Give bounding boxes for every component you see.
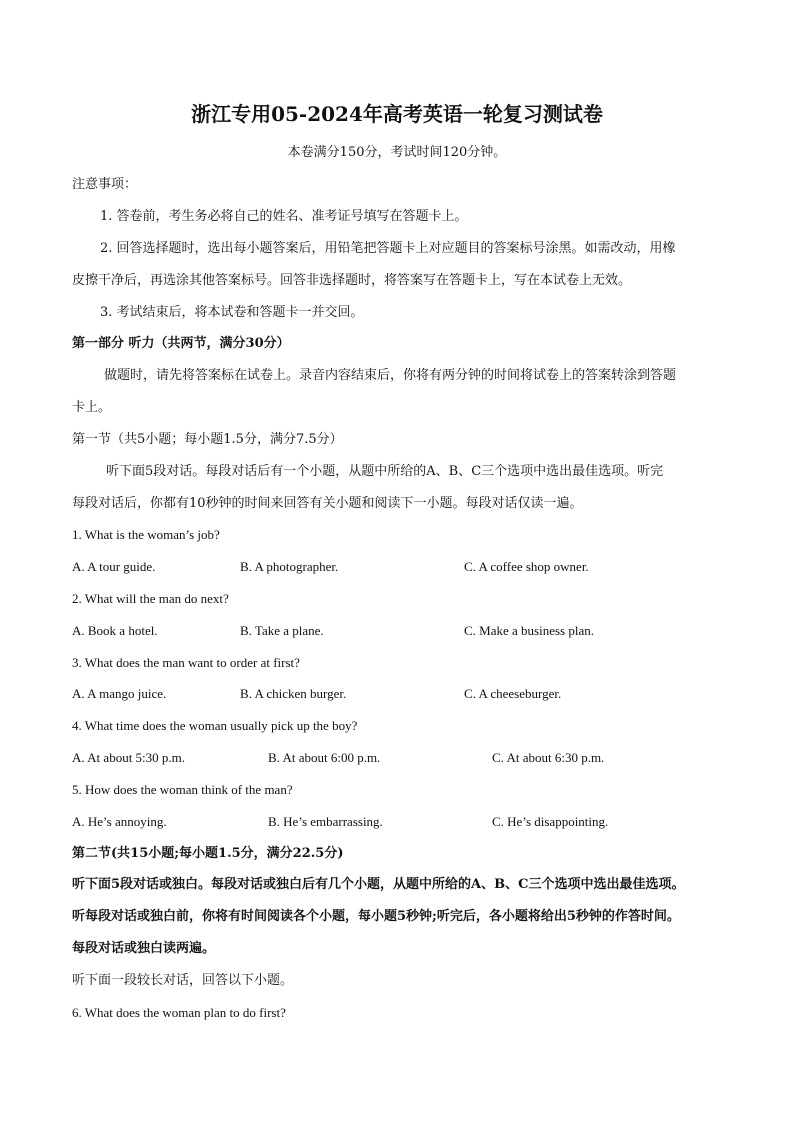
section2-heading: 第二节(共15小题;每小题1.5分，满分22.5分) <box>72 846 344 861</box>
section1-heading: 第一节（共5小题；每小题1.5分，满分7.5分） <box>72 432 343 447</box>
section2-intro-line-2: 听每段对话或独白前，你将有时间阅读各个小题，每小题5秒钟;听完后，各小题将给出5秒钟的作答时间。 <box>72 909 680 924</box>
question-5-option-c: C. He’s disappointing. <box>492 814 609 829</box>
notice-item-3: 3. 考试结束后，将本试卷和答题卡一并交回。 <box>100 305 364 320</box>
question-2-option-a: A. Book a hotel. <box>72 623 158 638</box>
notice-heading: 注意事项： <box>72 177 138 192</box>
question-3-option-a: A. A mango juice. <box>72 686 167 701</box>
question-5-option-b: B. He’s embarrassing. <box>268 814 383 829</box>
question-5: 5. How does the woman think of the man? <box>72 782 293 797</box>
question-3-option-b: B. A chicken burger. <box>240 686 347 701</box>
page-title: 浙江专用05-2024年高考英语一轮复习测试卷 <box>191 102 603 126</box>
listen-instruction: 听下面一段较长对话，回答以下小题。 <box>72 973 294 988</box>
question-6: 6. What does the woman plan to do first? <box>72 1005 286 1020</box>
question-4-option-c: C. At about 6:30 p.m. <box>492 750 605 765</box>
section2-intro-line-1: 听下面5段对话或独白。每段对话或独白后有几个小题，从题中所给的A、B、C三个选项中选出最佳选项。 <box>72 877 685 892</box>
question-3: 3. What does the man want to order at first? <box>72 655 300 670</box>
notice-item-2-line-2: 皮擦干净后，再选涂其他答案标号。回答非选择题时，将答案写在答题卡上，写在本试卷上无效。 <box>72 273 632 288</box>
exam-info: 本卷满分150分，考试时间120分钟。 <box>287 145 507 160</box>
question-1: 1. What is the woman’s job? <box>72 527 220 542</box>
part1-intro-line-1: 做题时，请先将答案标在试卷上。录音内容结束后，你将有两分钟的时间将试卷上的答案转涂到答题 <box>104 368 677 383</box>
question-1-option-b: B. A photographer. <box>240 559 339 574</box>
question-2-option-c: C. Make a business plan. <box>464 623 594 638</box>
question-2: 2. What will the man do next? <box>72 591 229 606</box>
question-2-option-b: B. Take a plane. <box>240 623 324 638</box>
question-1-option-a: A. A tour guide. <box>72 559 156 574</box>
question-4-option-a: A. At about 5:30 p.m. <box>72 750 186 765</box>
notice-item-2-line-1: 2. 回答选择题时，选出每小题答案后，用铅笔把答题卡上对应题目的答案标号涂黑。如需改动，用橡 <box>100 241 676 256</box>
section1-intro-line-2: 每段对话后，你都有10秒钟的时间来回答有关小题和阅读下一小题。每段对话仅读一遍。 <box>72 496 583 511</box>
question-4-option-b: B. At about 6:00 p.m. <box>268 750 381 765</box>
section2-intro-line-3: 每段对话或独白读两遍。 <box>72 941 216 956</box>
part1-intro-line-2: 卡上。 <box>72 400 112 415</box>
question-1-option-c: C. A coffee shop owner. <box>464 559 589 574</box>
question-4: 4. What time does the woman usually pick up the boy? <box>72 718 358 733</box>
section1-intro-line-1: 听下面5段对话。每段对话后有一个小题，从题中所给的A、B、C三个选项中选出最佳选项。听完 <box>106 464 664 479</box>
part1-heading: 第一部分 听力（共两节，满分30分） <box>72 336 290 351</box>
question-5-option-a: A. He’s annoying. <box>72 814 167 829</box>
notice-item-1: 1. 答卷前，考生务必将自己的姓名、准考证号填写在答题卡上。 <box>100 209 468 224</box>
question-3-option-c: C. A cheeseburger. <box>464 686 562 701</box>
